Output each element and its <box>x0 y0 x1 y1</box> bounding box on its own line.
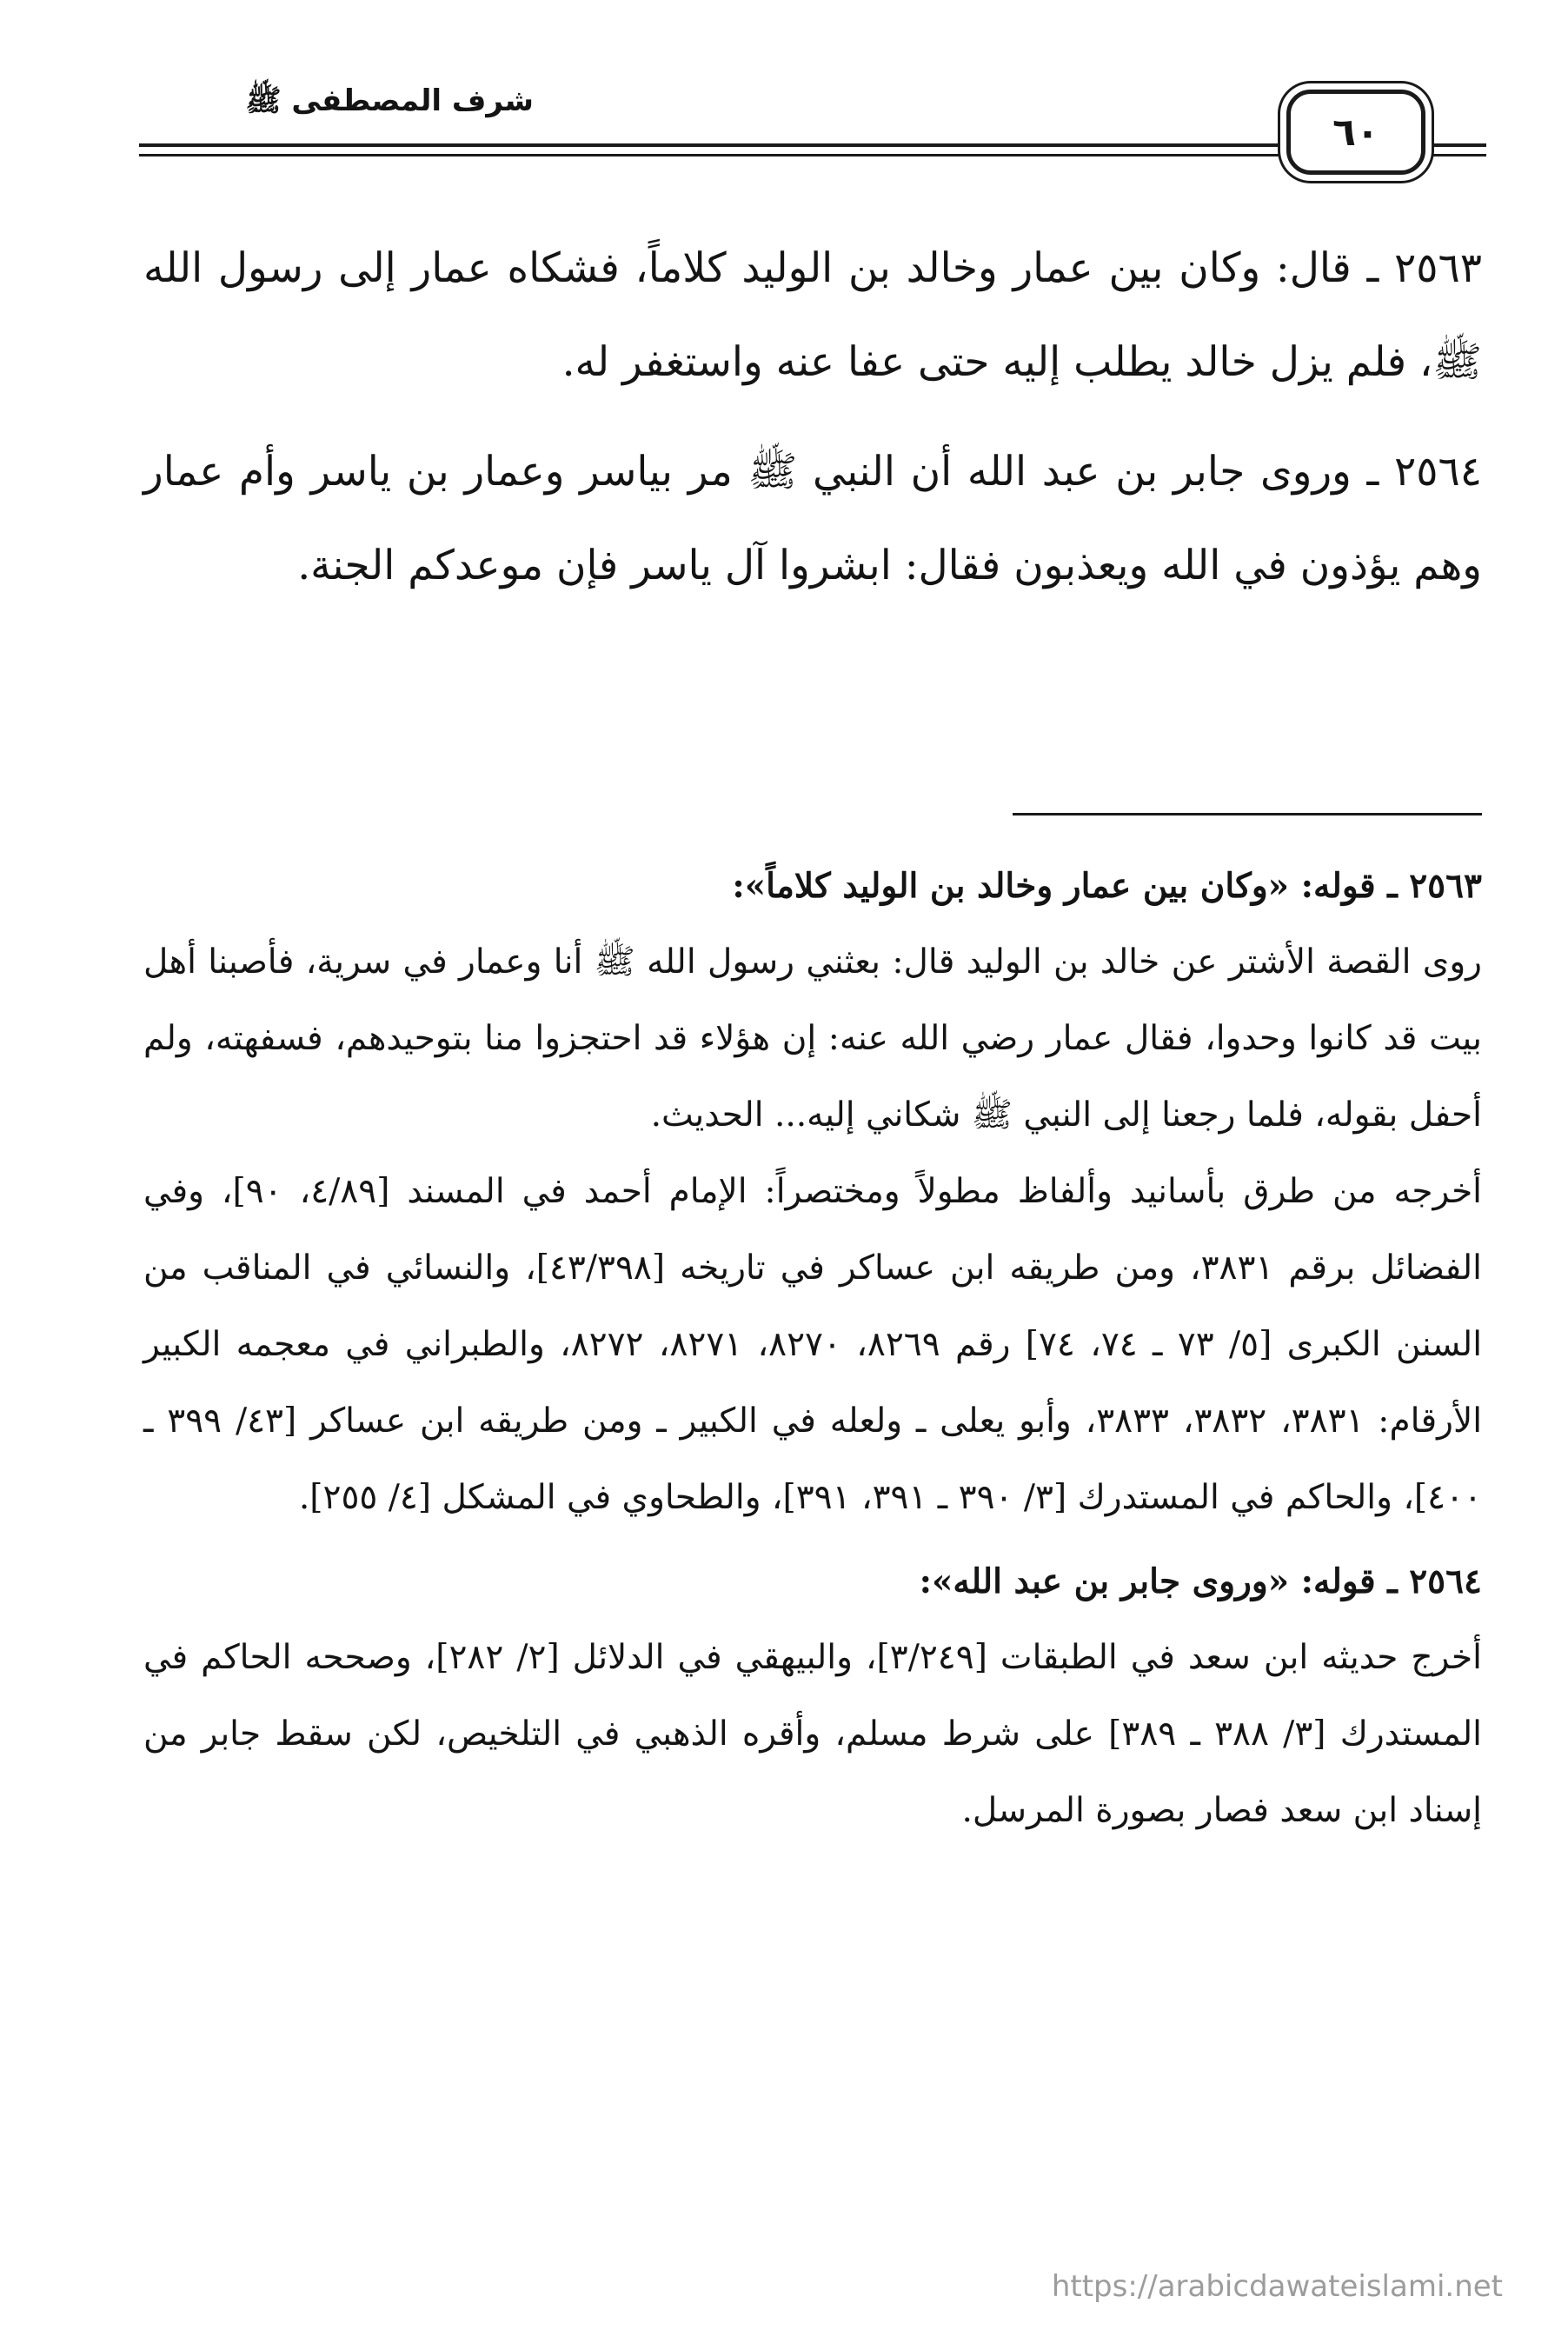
footnote-paragraph: روى القصة الأشتر عن خالد بن الوليد قال: بعثني رسول الله ﷺ أنا وعمار في سرية، فأصبنا أهل بيت قد كانوا وحدوا، فقال عمار رضي الله عنه: إن هؤلاء قد احتجزوا منا بتوحيدهم، فسفهته، ولم أحفل بقوله، فلما رجعنا إلى النبي ﷺ شكاني إليه... الحديث. <box>143 942 1482 1135</box>
header-rule-bottom <box>139 154 1486 156</box>
footnote-paragraph: أخرج حديثه ابن سعد في الطبقات [٣/٢٤٩]، والبيهقي في الدلائل [٢/ ٢٨٢]، وصححه الحاكم في المستدرك [٣/ ٣٨٨ ـ ٣٨٩] على شرط مسلم، وأقره الذهبي في التلخيص، لكن سقط جابر من إسناد ابن سعد فصار بصورة المرسل. <box>143 1638 1482 1830</box>
footnote-2563 <box>143 848 1482 1536</box>
footnote-2564 <box>143 1543 1482 1849</box>
footnote-heading: ٢٥٦٣ ـ قوله: «وكان بين عمار وخالد بن الوليد كلاماً»: <box>732 866 1482 906</box>
footnote-paragraph: أخرجه من طرق بأسانيد وألفاظ مطولاً ومختصراً: الإمام أحمد في المسند [٤/٨٩، ٩٠]، وفي الفضائل برقم ٣٨٣١، ومن طريقه ابن عساكر في تاريخه [٤٣/٣٩٨]، والنسائي في المناقب من السنن الكبرى [٥/ ٧٣ ـ ٧٤، ٧٤] رقم ٨٢٦٩، ٨٢٧٠، ٨٢٧١، ٨٢٧٢، والطبراني في معجمه الكبير الأرقام: ٣٨٣١، ٣٨٣٢، ٣٨٣٣، وأبو يعلى ـ ولعله في الكبير ـ ومن طريقه ابن عساكر [٤٣/ ٣٩٩ ـ ٤٠٠]، والحاكم في المستدرك [٣/ ٣٩٠ ـ ٣٩١، ٣٩١]، والطحاوي في المشكل [٤/ ٢٥٥]. <box>143 1172 1483 1517</box>
footnotes-section <box>143 848 1482 1856</box>
header-rule-top <box>139 143 1486 147</box>
page-number-frame <box>1286 90 1425 175</box>
page-header <box>139 83 1486 178</box>
main-paragraph-2563: ٢٥٦٣ ـ قال: وكان بين عمار وخالد بن الوليد كلاماً، فشكاه عمار إلى رسول الله ﷺ، فلم يزل خالد يطلب إليه حتى عفا عنه واستغفر له. <box>143 244 1482 386</box>
main-paragraph-2564: ٢٥٦٤ ـ وروى جابر بن عبد الله أن النبي ﷺ مر بياسر وعمار بن ياسر وأم عمار وهم يؤذون في الله ويعذبون فقال: ابشروا آل ياسر فإن موعدكم الجنة. <box>143 448 1482 589</box>
footnote-heading: ٢٥٦٤ ـ قوله: «وروى جابر بن عبد الله»: <box>919 1561 1482 1601</box>
footnote-separator <box>1013 813 1482 816</box>
source-watermark: https://arabicdawateislami.net <box>1051 2269 1503 2304</box>
running-title: شرف المصطفى ﷺ <box>240 83 539 125</box>
main-text <box>143 222 1482 629</box>
page-number: ٦٠ <box>1332 110 1379 155</box>
